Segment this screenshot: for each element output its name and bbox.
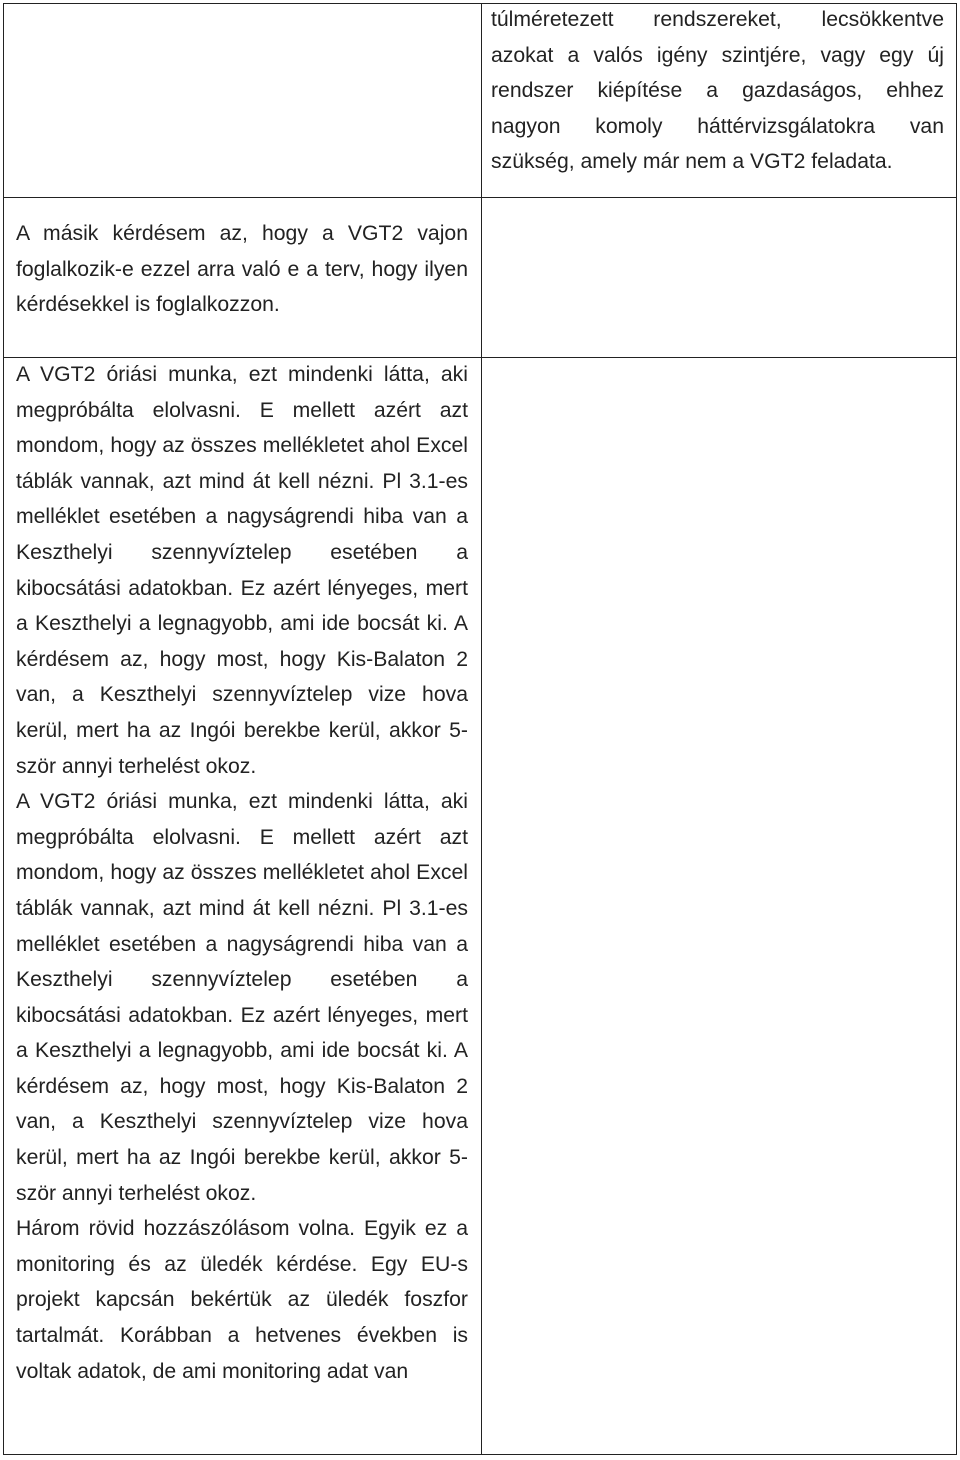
row1-right-text: túlméretezett rendszereket, lecsökkentve azokat a valós igény szintjére, vagy egy új rendszer kiépítése a gazdaságos, ehhez nagyon komoly háttérvizsgálatokra van szükség, amely már nem a VGT2 feladata. [491, 8, 944, 174]
row1-right-cell [491, 2, 944, 180]
row3-paragraph-1: A VGT2 óriási munka, ezt mindenki látta, aki megpróbálta elolvasni. E mellett azért azt mondom, hogy az összes mellékletet ahol Excel táblák vannak, azt mind át kell nézni. Pl 3.1-es melléklet esetében a nagyságrendi hiba van a Keszthelyi szennyvíztelep esetében a kibocsátási adatokban. Ez azért lényeges, mert a Keszthelyi a legnagyobb, ami ide bocsát ki. A kérdésem az, hogy most, hogy Kis-Balaton 2 van, a Keszthelyi szennyvíztelep vize hova kerül, mert ha az Ingói berekbe kerül, akkor 5-ször annyi terhelést okoz. [16, 363, 468, 778]
row2-left-cell [16, 216, 468, 323]
row2-left-text: A másik kérdésem az, hogy a VGT2 vajon foglalkozik-e ezzel arra való e a terv, hogy ilyen kérdésekkel is foglalkozzon. [16, 222, 468, 317]
row3-left-cell [16, 357, 468, 1389]
row-divider-1 [3, 197, 957, 198]
row3-paragraph-2: A VGT2 óriási munka, ezt mindenki látta, aki megpróbálta elolvasni. E mellett azért azt mondom, hogy az összes mellékletet ahol Excel táblák vannak, azt mind át kell nézni. Pl 3.1-es melléklet esetében a nagyságrendi hiba van a Keszthelyi szennyvíztelep esetében a kibocsátási adatokban. Ez azért lényeges, mert a Keszthelyi a legnagyobb, ami ide bocsát ki. A kérdésem az, hogy most, hogy Kis-Balaton 2 van, a Keszthelyi szennyvíztelep vize hova kerül, mert ha az Ingói berekbe kerül, akkor 5-ször annyi terhelést okoz. [16, 790, 468, 1205]
column-divider [481, 3, 482, 1455]
row3-paragraph-3: Három rövid hozzászólásom volna. Egyik ez a monitoring és az üledék kérdése. Egy EU-s projekt kapcsán bekértük az üledék foszfor tartalmát. Korábban a hetvenes években is voltak adatok, de ami monitoring adat van [16, 1217, 468, 1383]
